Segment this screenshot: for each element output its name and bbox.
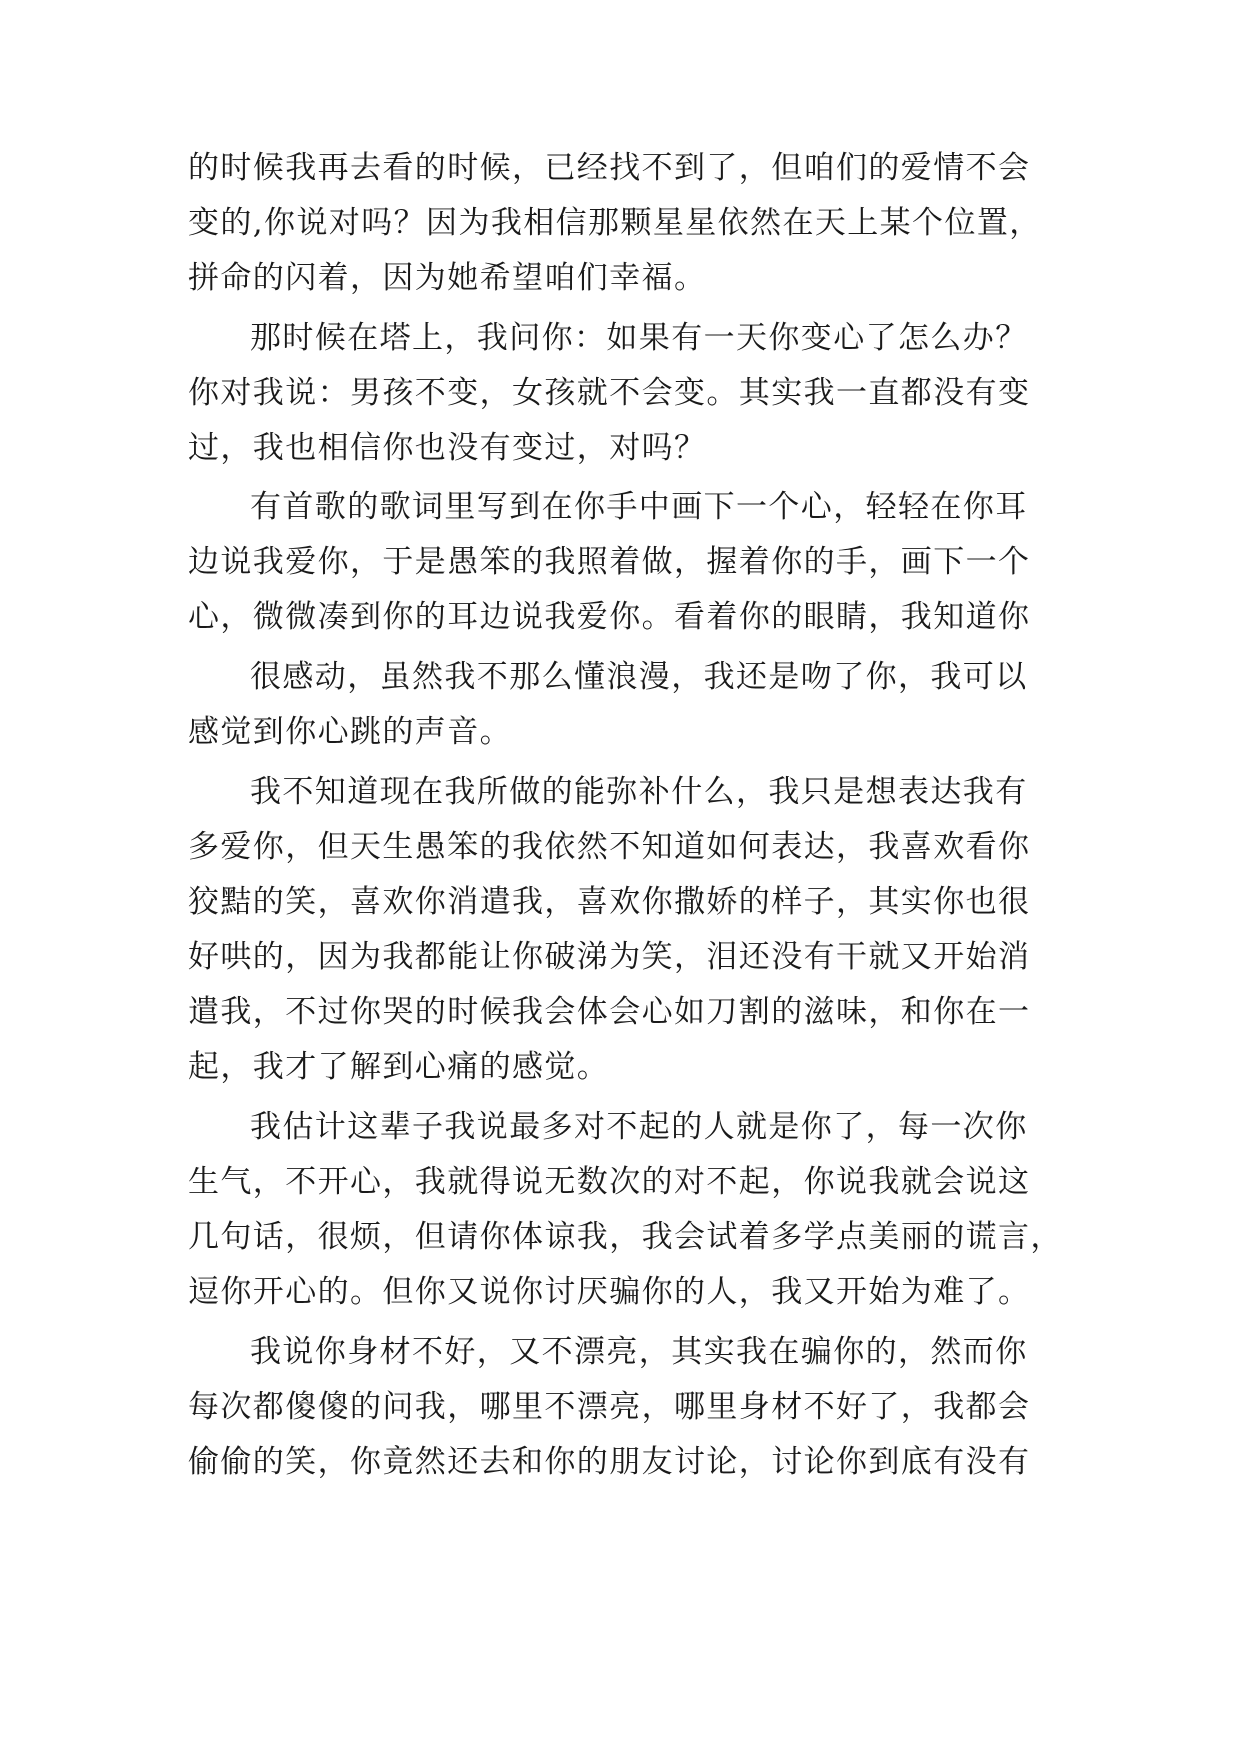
text-line: 有首歌的歌词里写到在你手中画下一个心，轻轻在你耳 [250,489,1028,525]
text-line: 的时候我再去看的时候，已经找不到了，但咱们的爱情不会 [188,150,1031,186]
text-line: 很感动，虽然我不那么懂浪漫，我还是吻了你，我可以 [250,659,1028,695]
text-line: 心，微微凑到你的耳边说我爱你。看着你的眼睛，我知道你 [188,599,1031,635]
text-line: 每次都傻傻的问我，哪里不漂亮，哪里身材不好了，我都会 [188,1389,1031,1425]
text-line: 感觉到你心跳的声音。 [188,714,512,750]
text-line: 起，我才了解到心痛的感觉。 [188,1049,610,1085]
text-line: 生气，不开心，我就得说无数次的对不起，你说我就会说这 [188,1164,1031,1200]
text-line: 变的,你说对吗？因为我相信那颗星星依然在天上某个位置， [188,205,1042,241]
text-line: 逗你开心的。但你又说你讨厌骗你的人，我又开始为难了。 [188,1274,1031,1310]
text-line: 那时候在塔上，我问你：如果有一天你变心了怎么办？ [250,320,1028,356]
text-line: 狡黠的笑，喜欢你消遣我，喜欢你撒娇的样子，其实你也很 [188,884,1031,920]
text-line: 过，我也相信你也没有变过，对吗？ [188,430,707,466]
text-line: 你对我说：男孩不变，女孩就不会变。其实我一直都没有变 [188,375,1031,411]
text-line: 我说你身材不好，又不漂亮，其实我在骗你的，然而你 [250,1334,1028,1370]
text-line: 偷偷的笑，你竟然还去和你的朋友讨论，讨论你到底有没有 [188,1444,1031,1480]
text-line: 几句话，很烦，但请你体谅我，我会试着多学点美丽的谎言， [188,1219,1063,1255]
text-line: 好哄的，因为我都能让你破涕为笑，泪还没有干就又开始消 [188,939,1031,975]
text-line: 我不知道现在我所做的能弥补什么，我只是想表达我有 [250,774,1028,810]
text-line: 遣我，不过你哭的时候我会体会心如刀割的滋味，和你在一 [188,994,1031,1030]
text-line: 我估计这辈子我说最多对不起的人就是你了，每一次你 [250,1109,1028,1145]
text-line: 多爱你，但天生愚笨的我依然不知道如何表达，我喜欢看你 [188,829,1031,865]
text-line: 边说我爱你，于是愚笨的我照着做，握着你的手，画下一个 [188,544,1031,580]
text-line: 拼命的闪着，因为她希望咱们幸福。 [188,260,707,296]
